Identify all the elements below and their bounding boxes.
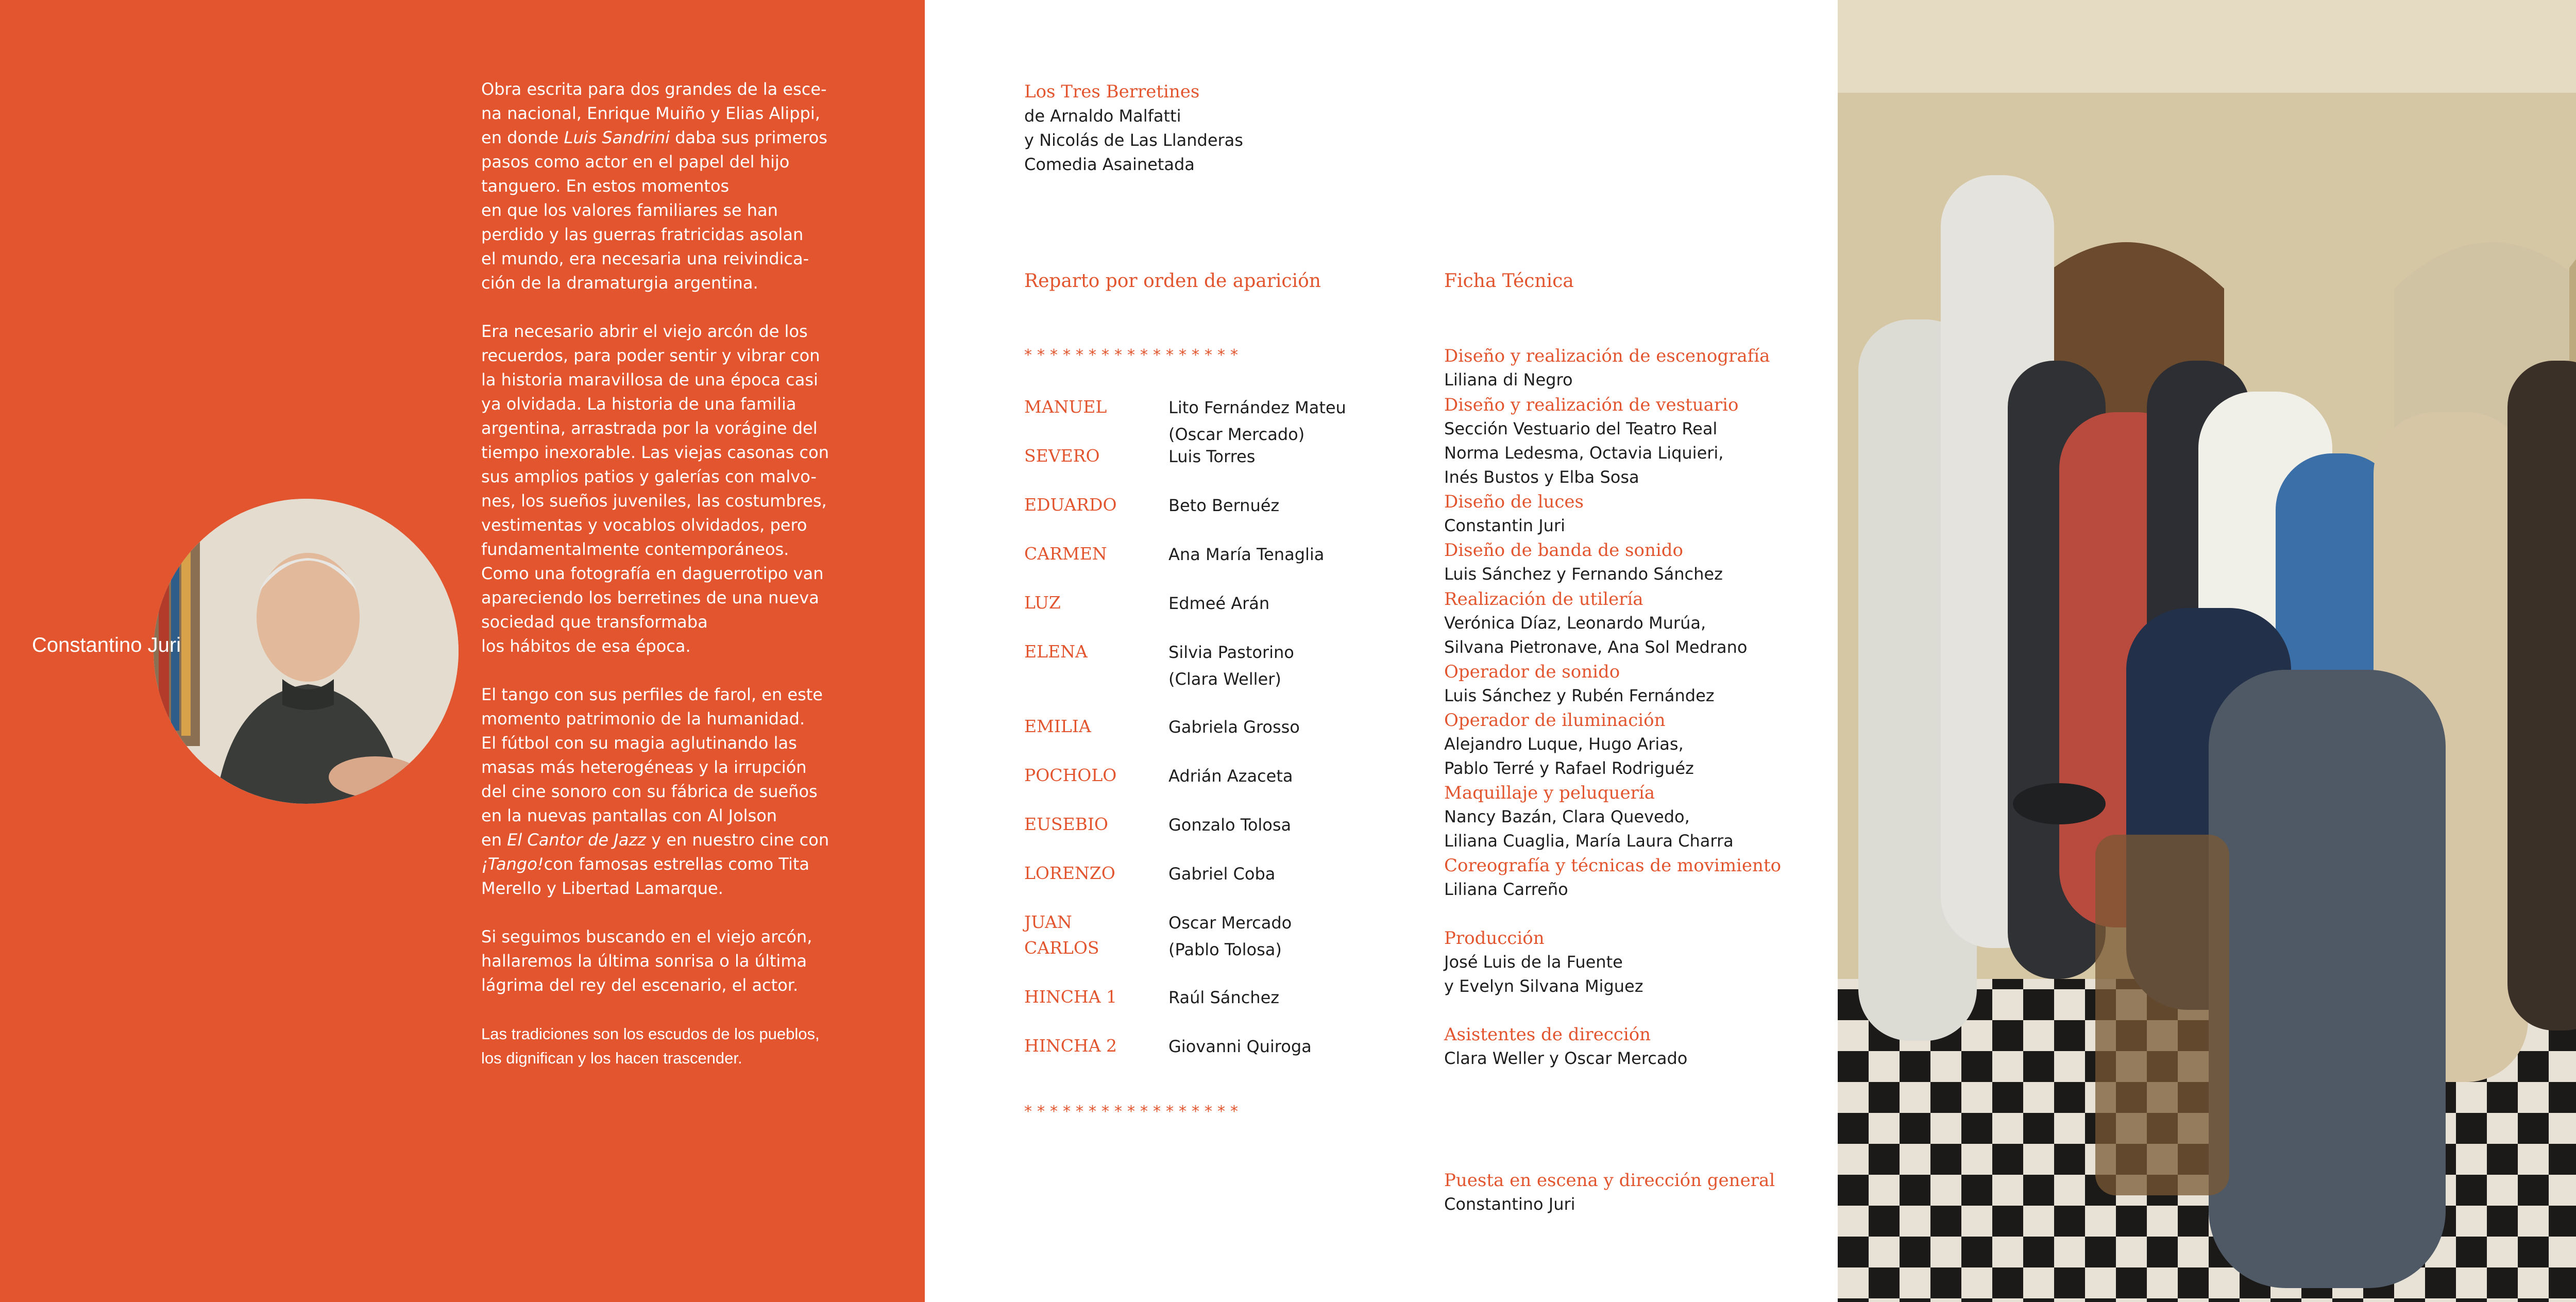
- ficha-item-body: Liliana Carreño: [1444, 880, 1568, 899]
- ficha-item-title: Operador de iluminación: [1444, 710, 1666, 731]
- cast-role: EDUARDO: [1024, 495, 1117, 515]
- ficha-item: [1444, 344, 1836, 392]
- asterisk-divider-top: *****************: [1024, 346, 1243, 364]
- italic-title: ¡Tango!: [481, 854, 544, 874]
- play-author-line-2: y Nicolás de Las Llanderas: [1024, 130, 1243, 150]
- cast-role: MANUEL: [1024, 397, 1107, 417]
- italic-title: Luis Sandrini: [564, 128, 670, 147]
- ficha-item: [1444, 587, 1836, 660]
- ficha-item-title: Realización de utilería: [1444, 589, 1643, 610]
- ficha-item-body: Alejandro Luque, Hugo Arias, Pablo Terré y Rafael Rodriguéz: [1444, 734, 1694, 778]
- cast-role: POCHOLO: [1024, 765, 1117, 785]
- play-info: [1024, 80, 1243, 177]
- ficha-item: [1444, 708, 1836, 781]
- cast-actor: Adrián Azaceta: [1168, 766, 1293, 786]
- cast-role: SEVERO: [1024, 446, 1100, 466]
- ficha-item-title: Puesta en escena y dirección general: [1444, 1170, 1775, 1191]
- left-panel: [0, 0, 925, 1302]
- ficha-item-body: Constantino Juri: [1444, 1194, 1575, 1214]
- cast-actor: Giovanni Quiroga: [1168, 1037, 1312, 1056]
- cast-photo-illustration: [1838, 0, 2576, 1302]
- cast-actor: Oscar Mercado (Pablo Tolosa): [1168, 913, 1292, 959]
- ficha-item: [1444, 393, 1836, 489]
- cast-role: ELENA: [1024, 641, 1088, 662]
- cast-actor: Gabriel Coba: [1168, 864, 1276, 884]
- ficha-item: [1444, 926, 1836, 999]
- ficha-item-body: Nancy Bazán, Clara Quevedo, Liliana Cuaglia, María Laura Charra: [1444, 807, 1734, 851]
- ficha-item: [1444, 1169, 1836, 1216]
- director-name: Constantino Juri: [32, 634, 181, 656]
- cast-actor: Lito Fernández Mateu (Oscar Mercado): [1168, 398, 1346, 444]
- play-author-line-1: de Arnaldo Malfatti: [1024, 106, 1181, 126]
- cast-role: LUZ: [1024, 593, 1061, 613]
- cast-heading: Reparto por orden de aparición: [1024, 270, 1321, 292]
- ficha-item-title: Coreografía y técnicas de movimiento: [1444, 855, 1782, 876]
- cast-actor: Silvia Pastorino (Clara Weller): [1168, 642, 1294, 689]
- intro-paragraph-5: Las tradiciones son los escudos de los pueblos, los dignifican y los hacen trascender.: [481, 1025, 820, 1067]
- intro-paragraph-3: El tango con sus perfiles de farol, en este momento patrimonio de la humanidad. El fútbol con su magia aglutinando las masas más heterogéneas y la irrupción del cine sonoro con su fábrica de sueños en la nuevas pantallas con Al Jolson en El Cantor de Jazz y en nuestro cine con ¡Tango!con famosas estrellas como Tita Merello y Libertad Lamarque.: [481, 685, 829, 898]
- ficha-item-title: Diseño de luces: [1444, 492, 1584, 512]
- ficha-heading: Ficha Técnica: [1444, 270, 1574, 292]
- intro-paragraph-2: Era necesario abrir el viejo arcón de los recuerdos, para poder sentir y vibrar con la historia maravillosa de una época casi ya olvidada. La historia de una familia argentina, arrastrada por la vorágine del tiempo inexorable. Las viejas casonas con sus amplios patios y galerías con malvo- nes, los sueños juveniles, las costumbres, vestimentas y vocablos olvidados, pero fundamentalmente contemporáneos. Como una fotografía en daguerrotipo van apareciendo los berretines de una nueva sociedad que transformaba los hábitos de esa época.: [481, 322, 829, 656]
- ficha-item-title: Operador de sonido: [1444, 662, 1620, 682]
- intro-text: [481, 77, 852, 1094]
- play-genre: Comedia Asainetada: [1024, 155, 1195, 174]
- ficha-item-body: Luis Sánchez y Rubén Fernández: [1444, 686, 1715, 705]
- cast-photo: [1838, 0, 2576, 1302]
- ficha-item-body: Luis Sánchez y Fernando Sánchez: [1444, 564, 1723, 584]
- ficha-item-title: Diseño de banda de sonido: [1444, 540, 1683, 561]
- ficha-item-body: Liliana di Negro: [1444, 370, 1573, 390]
- ficha-item-body: José Luis de la Fuente y Evelyn Silvana Miguez: [1444, 952, 1643, 996]
- cast-actor: Gonzalo Tolosa: [1168, 815, 1292, 835]
- intro-paragraph-4: Si seguimos buscando en el viejo arcón, hallaremos la última sonrisa o la última lágrima del rey del escenario, el actor.: [481, 927, 812, 995]
- cast-actor: Beto Bernuéz: [1168, 496, 1280, 515]
- ficha-item-body: Sección Vestuario del Teatro Real Norma Ledesma, Octavia Liquieri, Inés Bustos y Elba Sosa: [1444, 419, 1724, 487]
- ficha-item-title: Diseño y realización de vestuario: [1444, 395, 1739, 415]
- play-title: Los Tres Berretines: [1024, 81, 1200, 102]
- ficha-item-title: Asistentes de dirección: [1444, 1024, 1651, 1045]
- ficha-item-title: Maquillaje y peluquería: [1444, 783, 1655, 803]
- asterisk-divider-bottom: *****************: [1024, 1103, 1243, 1121]
- cast-actor: Gabriela Grosso: [1168, 717, 1300, 737]
- ficha-item: [1444, 854, 1836, 902]
- cast-role: HINCHA 1: [1024, 987, 1117, 1007]
- intro-paragraph-1: Obra escrita para dos grandes de la esce- na nacional, Enrique Muiño y Elias Alippi, en donde Luis Sandrini daba sus primeros pasos como actor en el papel del hijo tanguero. En estos momentos en que los valores familiares se han perdido y las guerras fratricidas asolan el mundo, era necesaria una reivindica- ción de la dramaturgia argentina.: [481, 79, 827, 293]
- cast-role: EUSEBIO: [1024, 814, 1108, 834]
- italic-title: El Cantor de Jazz: [507, 830, 646, 850]
- ficha-item-title: Producción: [1444, 928, 1545, 949]
- cast-actor: Raúl Sánchez: [1168, 988, 1280, 1007]
- cast-role: CARMEN: [1024, 544, 1107, 564]
- ficha-item: [1444, 490, 1836, 538]
- cast-role: HINCHA 2: [1024, 1036, 1117, 1056]
- ficha-item-body: Clara Weller y Oscar Mercado: [1444, 1049, 1688, 1068]
- ficha-item: [1444, 1023, 1836, 1071]
- ficha-item-body: Verónica Díaz, Leonardo Murúa, Silvana Pietronave, Ana Sol Medrano: [1444, 613, 1748, 657]
- ficha-item: [1444, 538, 1836, 586]
- cast-actor: Edmeé Arán: [1168, 594, 1270, 613]
- middle-panel: [925, 0, 1838, 1302]
- cast-role: LORENZO: [1024, 863, 1115, 883]
- ficha-item-body: Constantin Juri: [1444, 516, 1565, 535]
- cast-actor: Luis Torres: [1168, 447, 1256, 466]
- director-portrait: [154, 499, 459, 804]
- ficha-item: [1444, 660, 1836, 708]
- ficha-item-title: Diseño y realización de escenografía: [1444, 346, 1770, 366]
- cast-actor: Ana María Tenaglia: [1168, 545, 1325, 564]
- cast-role: EMILIA: [1024, 716, 1091, 736]
- cast-role: JUAN CARLOS: [1024, 912, 1099, 958]
- ficha-item: [1444, 781, 1836, 853]
